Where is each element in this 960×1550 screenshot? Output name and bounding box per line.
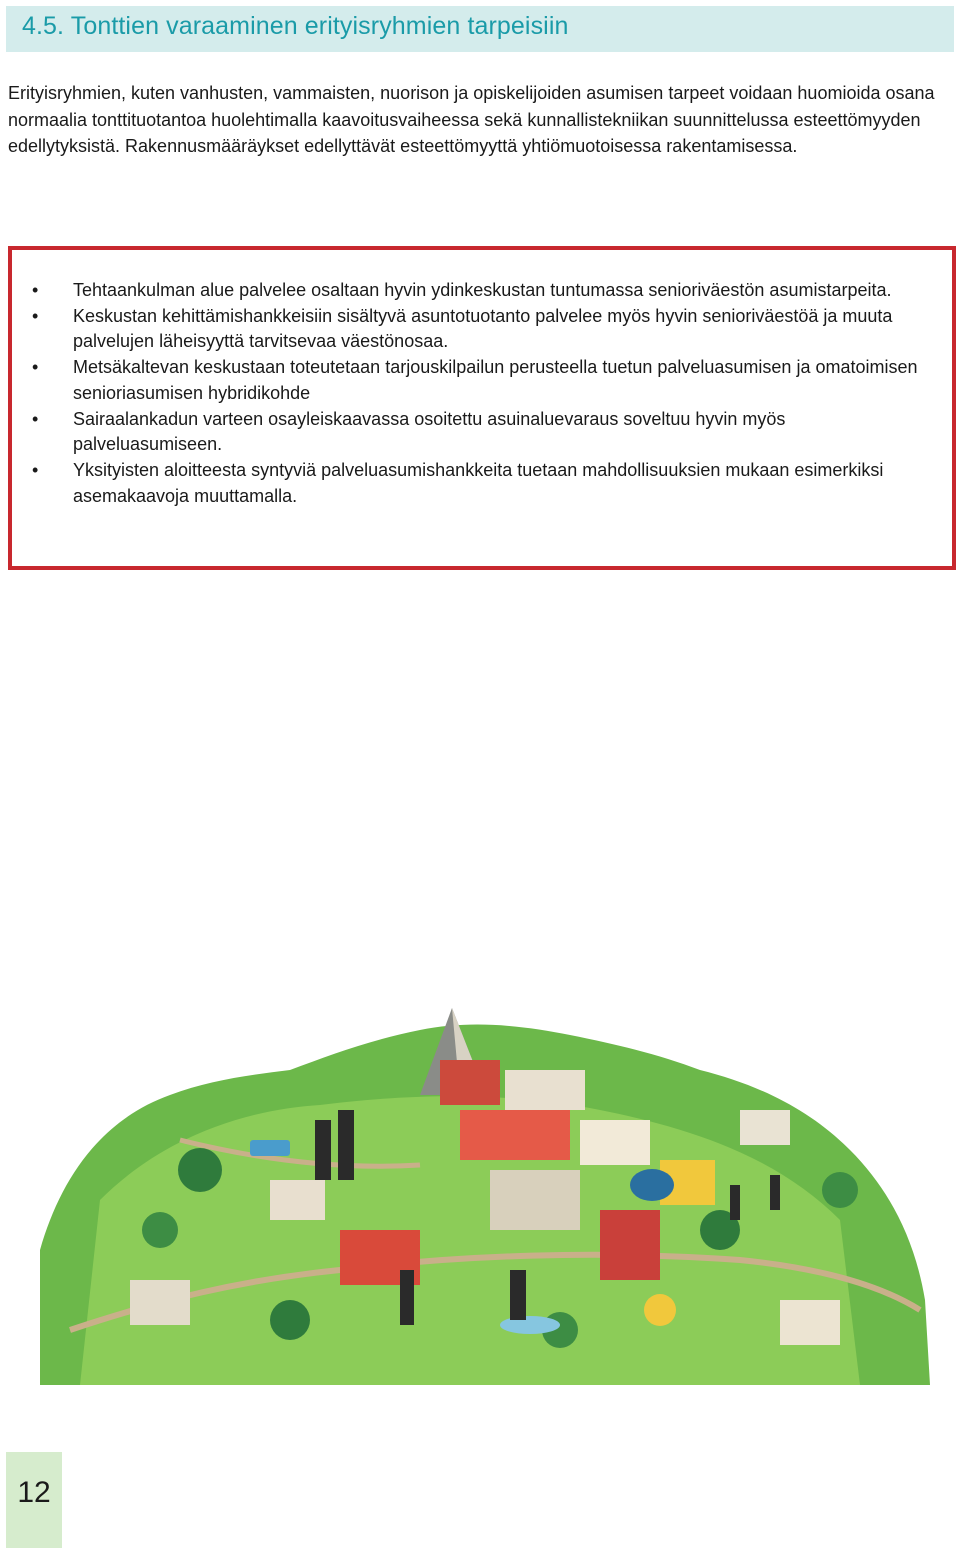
section-heading <box>22 12 569 41</box>
list-item-text: Keskustan kehittämishankkeisiin sisältyvä asuntotuotanto palvelee myös hyvin senioriväestöä ja muuta palvelujen läheisyyttä tarvitsevaa väestönosaa. <box>73 305 893 352</box>
building <box>270 1180 325 1220</box>
building <box>130 1280 190 1325</box>
bullet-list <box>32 278 932 509</box>
person-figure <box>315 1120 331 1180</box>
section-number: 4.5. <box>22 12 65 40</box>
bullet-marker: • <box>32 305 39 326</box>
person-figure <box>400 1270 414 1325</box>
building <box>580 1120 650 1165</box>
building <box>440 1060 500 1105</box>
list-item <box>32 304 932 355</box>
bullet-marker: • <box>32 357 39 378</box>
list-item-text: Sairaalankadun varteen osayleiskaavassa osoitettu asuinaluevaraus soveltuu hyvin myös palveluasumiseen. <box>73 408 786 455</box>
tree <box>142 1212 178 1248</box>
list-item <box>32 407 932 458</box>
building <box>490 1170 580 1230</box>
list-item-text: Yksityisten aloitteesta syntyviä palveluasumishankkeita tuetaan mahdollisuuksien mukaan esimerkiksi asemakaavoja muuttamalla. <box>73 459 884 506</box>
pond <box>630 1169 674 1201</box>
page-number: 12 <box>17 1476 51 1509</box>
building <box>740 1110 790 1145</box>
bullet-marker: • <box>32 408 39 429</box>
pond <box>500 1316 560 1334</box>
bullet-box <box>8 246 956 570</box>
bullet-marker: • <box>32 459 39 480</box>
tree <box>822 1172 858 1208</box>
building <box>600 1210 660 1280</box>
tree <box>178 1148 222 1192</box>
building <box>780 1300 840 1345</box>
bullet-marker: • <box>32 280 39 300</box>
section-title: Tonttien varaaminen erityisryhmien tarpeisiin <box>70 12 569 40</box>
building <box>460 1110 570 1160</box>
bus <box>250 1140 290 1156</box>
tree <box>644 1294 676 1326</box>
list-item-text: Tehtaankulman alue palvelee osaltaan hyvin ydinkeskustan tuntumassa senioriväestön asumistarpeita. <box>73 280 892 300</box>
list-item <box>32 355 932 406</box>
list-item <box>32 458 932 509</box>
person-figure <box>338 1110 354 1180</box>
list-item-text: Metsäkaltevan keskustaan toteutetaan tarjouskilpailun perusteella tuetun palveluasumisen ja omatoimisen senioriasumisen hybridikohde <box>73 357 918 403</box>
person-figure <box>770 1175 780 1210</box>
person-figure <box>510 1270 526 1320</box>
town-illustration <box>40 1000 930 1385</box>
list-item <box>32 278 932 304</box>
page-number-tab <box>6 1452 62 1548</box>
person-figure <box>730 1185 740 1220</box>
building <box>505 1070 585 1110</box>
tree <box>270 1300 310 1340</box>
intro-paragraph: Erityisryhmien, kuten vanhusten, vammaisten, nuorison ja opiskelijoiden asumisen tarpeet voidaan huomioida osana normaalia tonttituotantoa huolehtimalla kaavoitusvaiheessa sekä kunnallistekniikan suunnittelussa esteettömyyden edellytyksistä. Rakennusmääräykset edellyttävät esteettömyyttä yhtiömuotoisessa rakentamisessa. <box>8 83 935 156</box>
